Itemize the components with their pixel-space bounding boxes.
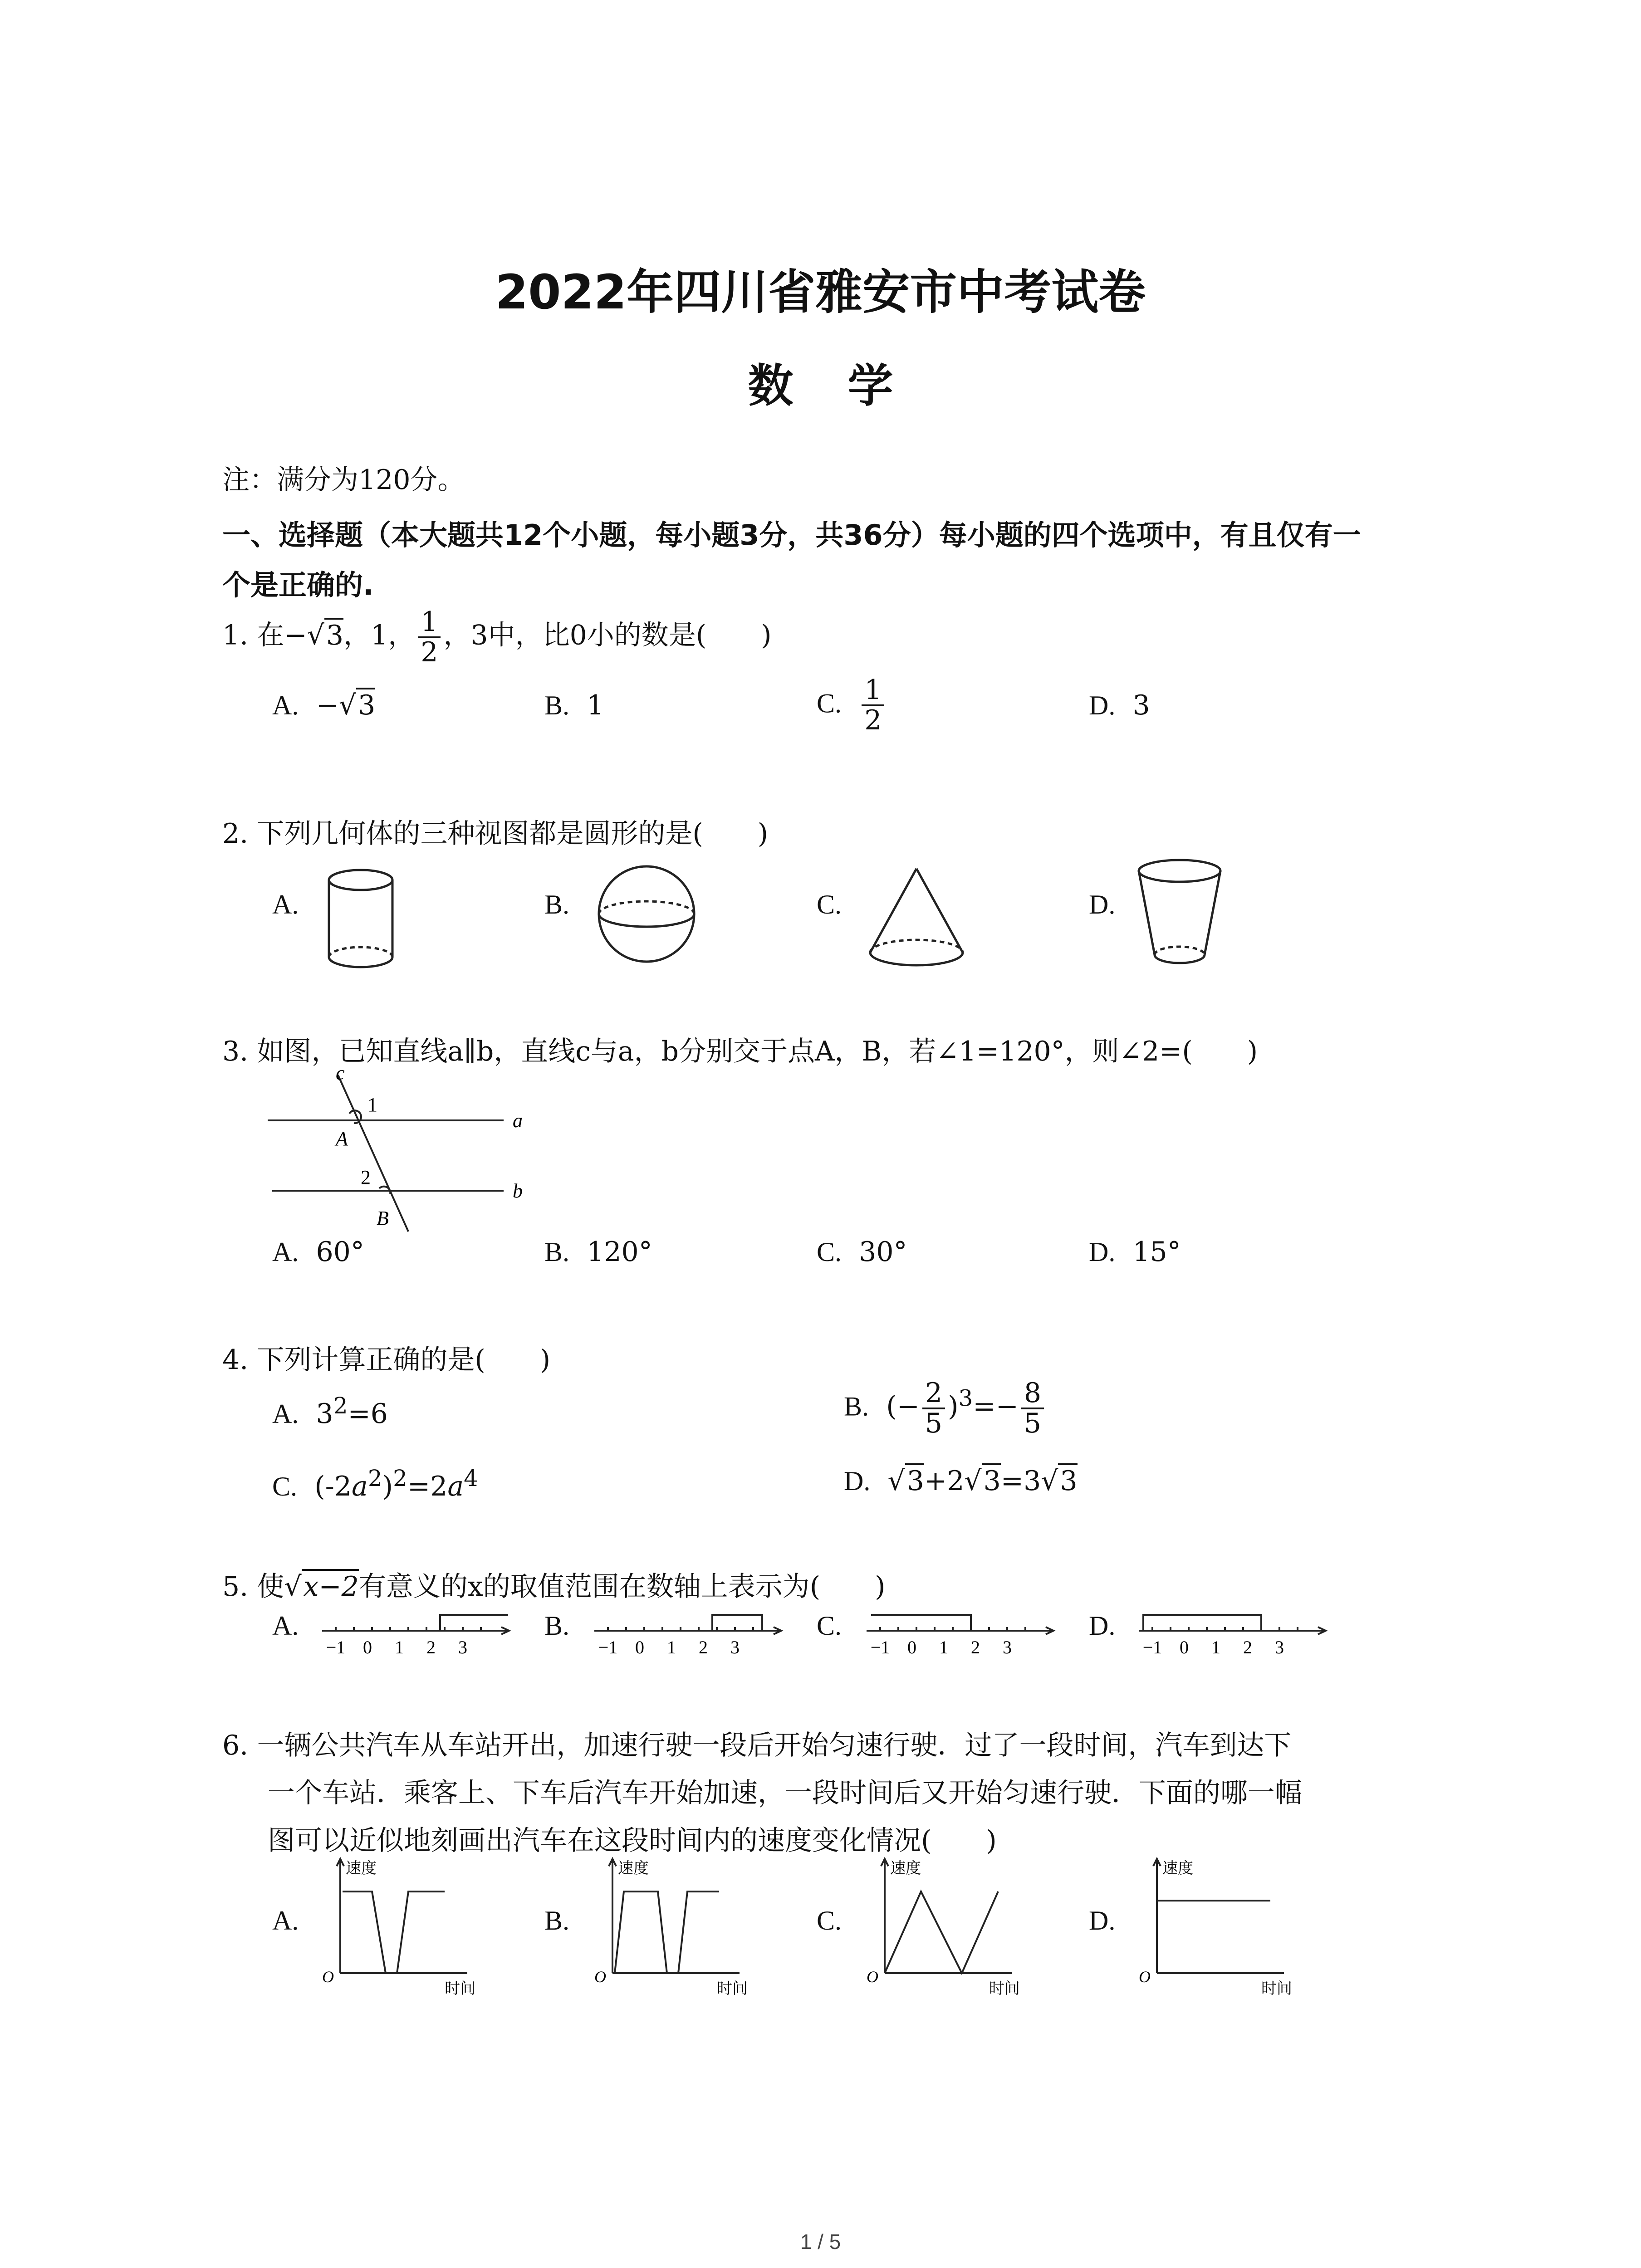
speed-graph-a (318, 1851, 513, 2000)
question-1: 1. 在−√3，1， $\frac{1}{2}$ ，3中，比0小的数是( ) (222, 606, 772, 668)
q4-option-b[interactable]: B. (− $\frac{2}{5}$ )$^3$=− $\frac{8}{5}$ (844, 1379, 1047, 1438)
svg-text:时间: 时间 (1261, 1980, 1292, 1997)
question-6-line2: 一个车站．乘客上、下车后汽车开始加速，一段时间后又开始匀速行驶．下面的哪一幅 (268, 1777, 1302, 1809)
question-number: 4. (222, 1344, 249, 1376)
label-b: b (513, 1180, 523, 1202)
svg-text:时间: 时间 (717, 1980, 748, 1997)
speed-graph-c (862, 1851, 1057, 2000)
q6-option-c[interactable]: C. (817, 1906, 842, 1936)
svg-text:O: O (594, 1968, 606, 1986)
cylinder-figure (322, 862, 399, 975)
svg-text:3: 3 (458, 1637, 467, 1657)
section-heading-line2: 个是正确的. (222, 568, 374, 601)
svg-text:2: 2 (699, 1637, 708, 1657)
q1-option-a[interactable]: A. −√3 (272, 689, 375, 721)
q2-option-c[interactable]: C. (817, 890, 842, 919)
svg-text:3: 3 (1003, 1637, 1012, 1657)
q3-option-a[interactable]: A. 60° (272, 1236, 364, 1268)
number-line-b (590, 1606, 789, 1660)
question-number: 3. (222, 1036, 249, 1067)
svg-text:1: 1 (667, 1637, 676, 1657)
cone-figure (862, 862, 971, 975)
question-2: 2. 下列几何体的三种视图都是圆形的是( ) (222, 818, 769, 850)
svg-text:速度: 速度 (1162, 1860, 1193, 1877)
label-A: A (336, 1128, 348, 1150)
q6-option-d[interactable]: D. (1089, 1906, 1116, 1936)
q1-option-c[interactable]: C. $\frac{1}{2}$ (817, 676, 887, 735)
speed-graph-d (1134, 1851, 1329, 2000)
svg-text:0: 0 (907, 1637, 916, 1657)
q6-option-b[interactable]: B. (544, 1906, 570, 1936)
q2-option-b[interactable]: B. (544, 890, 570, 919)
label-2: 2 (361, 1166, 371, 1188)
svg-text:3: 3 (1275, 1637, 1284, 1657)
svg-text:时间: 时间 (445, 1980, 475, 1997)
q3-option-c[interactable]: C. 30° (817, 1236, 907, 1268)
sphere-figure (594, 862, 699, 966)
score-note: 注：满分为120分。 (222, 464, 465, 496)
number-line-a (318, 1606, 517, 1660)
svg-text:速度: 速度 (618, 1860, 649, 1877)
question-6: 6. 一辆公共汽车从车站开出，加速行驶一段后开始匀速行驶．过了一段时间，汽车到达下 (222, 1730, 1292, 1761)
q2-option-a[interactable]: A. (272, 890, 299, 919)
q5-option-b[interactable]: B. (544, 1611, 570, 1641)
q5-option-c[interactable]: C. (817, 1611, 842, 1641)
svg-text:1: 1 (939, 1637, 948, 1657)
svg-text:O: O (322, 1968, 334, 1986)
q1-option-b[interactable]: B. 1 (544, 689, 604, 721)
label-a: a (513, 1110, 523, 1132)
page-number: 1 / 5 (800, 2230, 841, 2253)
label-c: c (336, 1062, 345, 1084)
svg-text:−1: −1 (870, 1637, 890, 1657)
label-1: 1 (367, 1094, 377, 1116)
number-line-c (862, 1606, 1062, 1660)
parallel-lines-figure (259, 1061, 558, 1247)
q2-option-d[interactable]: D. (1089, 890, 1116, 919)
subject-title: 数学 (748, 359, 948, 412)
q6-option-a[interactable]: A. (272, 1906, 299, 1936)
q1-option-d[interactable]: D. 3 (1089, 689, 1150, 721)
q4-option-a[interactable]: A. $3^2=6$ (272, 1393, 388, 1430)
q5-option-d[interactable]: D. (1089, 1611, 1116, 1641)
question-5: 5. 使√x−2有意义的x的取值范围在数轴上表示为( ) (222, 1565, 886, 1604)
frustum-figure (1130, 853, 1230, 975)
q3-option-d[interactable]: D. 15° (1089, 1236, 1181, 1268)
svg-text:−1: −1 (326, 1637, 346, 1657)
question-number: 5. (222, 1571, 249, 1603)
svg-text:0: 0 (1180, 1637, 1189, 1657)
q4-option-c[interactable]: C. $(-2a^2)^2=2a^4$ (272, 1465, 478, 1502)
question-number: 2. (222, 818, 249, 850)
svg-text:速度: 速度 (890, 1860, 921, 1877)
q5-option-a[interactable]: A. (272, 1611, 299, 1641)
q3-option-b[interactable]: B. 120° (544, 1236, 652, 1268)
svg-text:O: O (867, 1968, 878, 1986)
fraction: $\frac{1}{2}$ (418, 608, 441, 667)
question-4: 4. 下列计算正确的是( ) (222, 1344, 551, 1376)
svg-text:2: 2 (971, 1637, 980, 1657)
svg-text:0: 0 (363, 1637, 372, 1657)
svg-text:1: 1 (395, 1637, 404, 1657)
svg-text:3: 3 (730, 1637, 740, 1657)
number-line-d (1134, 1606, 1334, 1660)
question-3: 3. 如图，已知直线a∥b，直线c与a，b分别交于点A，B，若∠1=120°，则∠2=( ) (222, 1036, 1258, 1067)
question-6-line3: 图可以近似地刻画出汽车在这段时间内的速度变化情况( ) (268, 1825, 997, 1857)
svg-text:0: 0 (635, 1637, 644, 1657)
svg-text:时间: 时间 (989, 1980, 1020, 1997)
svg-text:−1: −1 (1142, 1637, 1162, 1657)
speed-graph-b (590, 1851, 785, 2000)
page-title: 2022年四川省雅安市中考试卷 (495, 264, 1146, 320)
label-B: B (377, 1207, 389, 1229)
question-number: 6. (222, 1730, 249, 1761)
question-number: 1. (222, 619, 249, 651)
svg-text:−1: −1 (598, 1637, 618, 1657)
svg-text:2: 2 (426, 1637, 436, 1657)
q4-option-d[interactable]: D. √3+2√3=3√3 (844, 1465, 1078, 1497)
svg-text:O: O (1139, 1968, 1151, 1986)
svg-text:速度: 速度 (346, 1860, 377, 1877)
svg-text:2: 2 (1243, 1637, 1252, 1657)
section-heading-line1: 一、选择题（本大题共12个小题，每小题3分，共36分）每小题的四个选项中，有且仅有一 (222, 518, 1361, 552)
svg-text:1: 1 (1211, 1637, 1220, 1657)
